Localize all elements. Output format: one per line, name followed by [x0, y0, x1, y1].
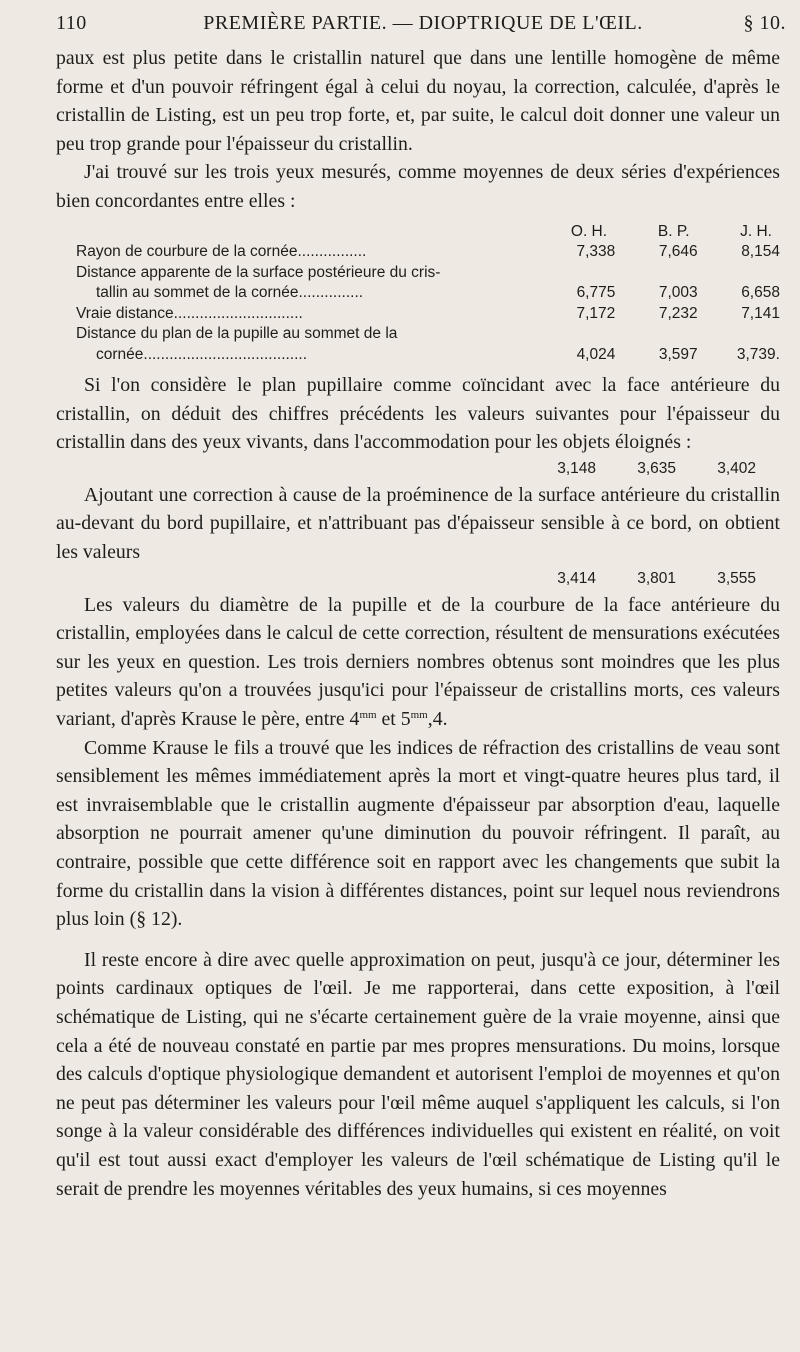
column-header: O. H. — [570, 222, 608, 240]
paragraph-correction: Ajoutant une correction à cause de la proéminence de la surface antérieure du cristallin au-devant du bord pupillaire, et n'attribuant pas d'épaisseur sensible à ce bord, on obtient les valeurs — [56, 483, 780, 564]
cell-value: 7,232 — [658, 304, 698, 322]
section-number: § 10. — [743, 12, 786, 34]
row-label: cornée...................................... — [96, 345, 308, 363]
cell-value: 7,172 — [576, 304, 616, 322]
body-text — [56, 44, 780, 1203]
measurements-table — [56, 222, 780, 366]
cell-value: 7,338 — [576, 243, 616, 261]
column-header: B. P. — [657, 222, 690, 240]
paragraph-measurements-intro: J'ai trouvé sur les trois yeux mesurés, comme moyennes de deux séries d'expériences bien concordantes entre elles : — [56, 161, 780, 212]
book-page — [56, 0, 790, 1352]
table-row-continued — [56, 345, 780, 366]
paragraph-living-eyes: Si l'on considère le plan pupillaire comme coïncidant avec la face antérieure du cristallin, on déduit des chiffres précédents les valeurs suivantes pour l'épaisseur du cristallin dans des yeux vivants, dans l'accommodation pour les objets éloignés : — [56, 374, 780, 454]
page-number: 110 — [56, 12, 87, 34]
row-label: tallin au sommet de la cornée............... — [96, 284, 364, 302]
value: 3,801 — [637, 569, 676, 587]
value: 3,555 — [717, 569, 756, 587]
cell-value: 7,646 — [658, 243, 698, 261]
row-label: Distance du plan de la pupille au sommet de la — [76, 325, 398, 343]
row-label: Vraie distance.............................. — [76, 304, 303, 322]
paragraph-krause: Comme Krause le fils a trouvé que les indices de réfraction des cristallins de veau sont sensiblement les mêmes immédiatement après la mort et vingt-quatre heures plus tard, il est invraisemblable que le cristallin augmente d'épaisseur par absorption d'eau, laquelle absorption ne pourrait amener qu'une diminution du pouvoir réfringent. Il paraît, au contraire, possible que cette différence soit en rapport avec les changements que subit la forme du cristallin dans la vision à différentes distances, point sur lequel nous reviendrons plus loin (§ 12). — [56, 736, 780, 931]
cell-value: 3,597 — [658, 345, 698, 363]
values-row-1 — [56, 457, 780, 481]
table-header-row — [56, 222, 780, 243]
paragraph-cardinal-points: Il reste encore à dire avec quelle approximation on peut, jusqu'à ce jour, déterminer les points cardinaux optiques de l'œil. Je me rapporterai, dans cette exposition, à l'œil schématique de Listing, qui ne s'écarte certainement guère de la vraie moyenne, ainsi que cela a été de nouveau constaté en partie par mes propres mensurations. Du moins, lorsque des calculs d'optique physiologique demandent et autorisent l'emploi de moyennes et qu'on ne peut pas déterminer les valeurs pour l'œil même auquel s'appliquent les calculs, si l'on songe à la valeur considérable des différences individuelles qui existent en réalité, on voit qu'il est tout aussi exact d'employer les valeurs de l'œil schématique de Listing qu'il le serait de prendre les moyennes véritables des yeux humains, si ces moyennes — [56, 948, 780, 1200]
values-row-2 — [56, 567, 780, 591]
value: 3,635 — [637, 459, 676, 477]
cell-value: 6,658 — [741, 284, 780, 302]
cell-value: 6,775 — [576, 284, 616, 302]
table-row — [56, 242, 780, 263]
paragraph-pupil-diameter: Les valeurs du diamètre de la pupille et de la courbure de la face antérieure du cristallin, employées dans le calcul de cette correction, résultent de mensurations exécutées sur les yeux en question. Les trois derniers nombres obtenus sont moindres que les plus petites valeurs qu'on a trouvées jusqu'ici pour l'épaisseur de cristallins morts, ces valeurs variant, d'après Krause le père, entre $4^{mm}$ et $5^{mm},4$. — [56, 593, 780, 730]
cell-value: 4,024 — [576, 345, 616, 363]
running-header — [56, 6, 790, 40]
table-row — [56, 304, 780, 325]
cell-value: 7,141 — [741, 304, 780, 322]
value: 3,414 — [557, 569, 596, 587]
table-row — [56, 324, 780, 345]
cell-value: 8,154 — [741, 243, 780, 261]
table-row — [56, 263, 780, 284]
cell-value: 3,739. — [736, 345, 780, 363]
value: 3,148 — [557, 459, 596, 477]
paragraph-continued: paux est plus petite dans le cristallin naturel que dans une lentille homogène de même forme et d'un pouvoir réfringent égal à celui du noyau, la correction, calculée, d'après le cristallin de Listing, est un peu trop forte, et, par suite, le calcul doit donner une valeur un peu trop grande pour l'épaisseur du cristallin. — [56, 47, 780, 155]
row-label: Distance apparente de la surface postérieure du cris- — [76, 263, 441, 281]
cell-value: 7,003 — [658, 284, 698, 302]
running-title: PREMIÈRE PARTIE. — DIOPTRIQUE DE L'ŒIL. — [203, 12, 643, 34]
value: 3,402 — [717, 459, 756, 477]
table-row-continued — [56, 283, 780, 304]
row-label: Rayon de courbure de la cornée................ — [76, 243, 367, 261]
column-header: J. H. — [740, 222, 772, 240]
